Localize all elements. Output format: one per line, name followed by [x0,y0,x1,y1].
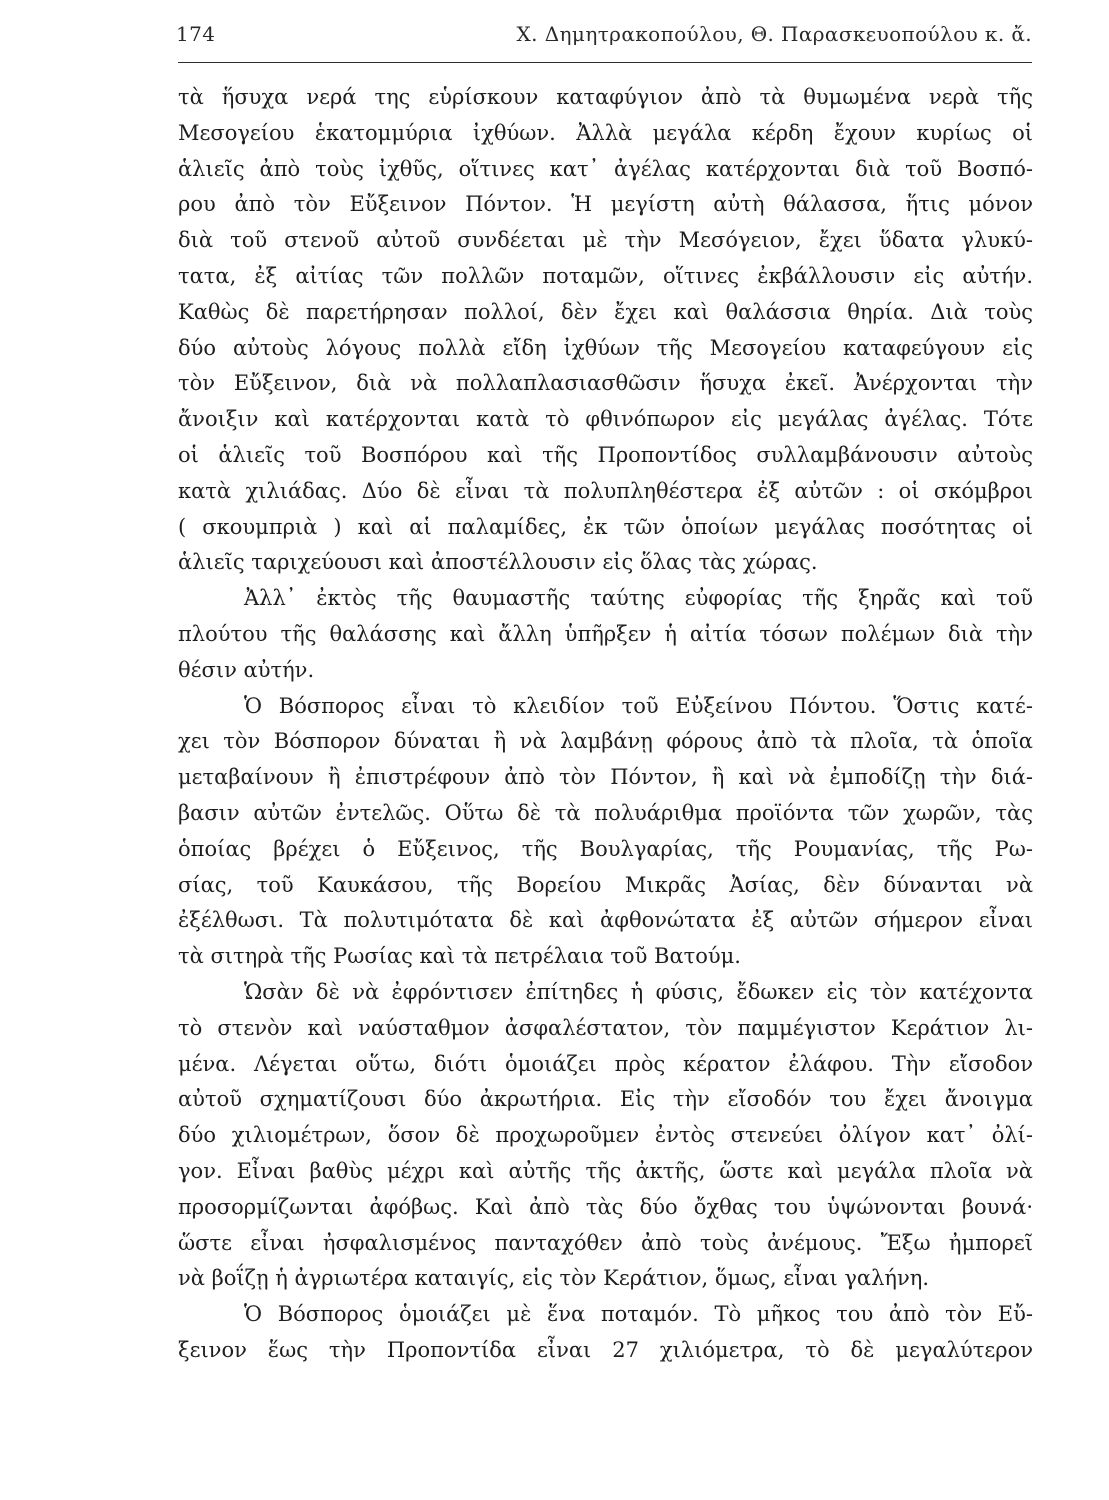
text-line: ὁποίας βρέχει ὁ Εὔξεινος, τῆς Βουλγαρίας, τῆς Ρουμανίας, τῆς Ρω- [178,836,1033,861]
text-line: ( σκουμπριὰ ) καὶ αἱ παλαμίδες, ἐκ τῶν ὁποίων μεγάλας ποσότητας οἱ [178,514,1033,539]
header-rule [178,62,1032,63]
text-line: Καθὼς δὲ παρετήρησαν πολλοί, δὲν ἔχει καὶ θαλάσσια θηρία. Διὰ τοὺς [178,299,1033,324]
text-line: προσορμίζωνται ἀφόβως. Καὶ ἀπὸ τὰς δύο ὄχθας του ὑψώνονται βουνά· [178,1194,1033,1219]
page-number: 174 [176,22,216,46]
text-line: μεταβαίνουν ἢ ἐπιστρέφουν ἀπὸ τὸν Πόντον, ἢ καὶ νὰ ἐμποδίζῃ τὴν διά- [178,765,1033,790]
text-line: δύο αὐτοὺς λόγους πολλὰ εἴδη ἰχθύων τῆς Μεσογείου καταφεύγουν εἰς [178,335,1033,360]
text-line: τὰ ἥσυχα νερά της εὑρίσκουν καταφύγιον ἀπὸ τὰ θυμωμένα νερὰ τῆς [178,85,1033,109]
text-line: τατα, ἐξ αἰτίας τῶν πολλῶν ποταμῶν, οἵτινες ἐκβάλλουσιν εἰς αὐτήν. [178,263,1033,288]
text-line: οἱ ἁλιεῖς τοῦ Βοσπόρου καὶ τῆς Προποντίδος συλλαμβάνουσιν αὐτοὺς [178,442,1033,467]
text-line: γον. Εἶναι βαθὺς μέχρι καὶ αὐτῆς τῆς ἀκτῆς, ὥστε καὶ μεγάλα πλοῖα νὰ [178,1158,1033,1183]
text-line: νὰ βοΐζῃ ἡ ἀγριωτέρα καταιγίς, εἰς τὸν Κεράτιον, ὅμως, εἶναι γαλήνη. [178,1266,930,1291]
text-line: διὰ τοῦ στενοῦ αὐτοῦ συνδέεται μὲ τὴν Μεσόγειον, ἔχει ὕδατα γλυκύ- [178,228,1033,253]
running-head-title: Χ. Δημητρακοπούλου, Θ. Παρασκευοπούλου κ. ἄ. [516,22,1032,46]
text-line: θέσιν αὐτήν. [178,657,315,682]
text-line: ἐξέλθωσι. Τὰ πολυτιμότατα δὲ καὶ ἀφθονώτατα ἐξ αὐτῶν σήμερον εἶναι [178,908,1033,933]
text-line: χει τὸν Βόσπορον δύναται ἢ νὰ λαμβάνῃ φόρους ἀπὸ τὰ πλοῖα, τὰ ὁποῖα [178,729,1033,754]
text-line: ἁλιεῖς ταριχεύουσι καὶ ἀποστέλλουσιν εἰς ὅλας τὰς χώρας. [178,550,818,575]
text-line: ἁλιεῖς ἀπὸ τοὺς ἰχθῦς, οἵτινες κατ᾽ ἀγέλας κατέρχονται διὰ τοῦ Βοσπό- [178,156,1033,181]
text-line: Ὡσὰν δὲ νὰ ἐφρόντισεν ἐπίτηδες ἡ φύσις, ἔδωκεν εἰς τὸν κατέχοντα [244,979,1033,1004]
text-line: Ὁ Βόσπορος εἶναι τὸ κλειδίον τοῦ Εὐξείνου Πόντου. Ὅστις κατέ- [244,693,1033,718]
text-line: ρου ἀπὸ τὸν Εὔξεινον Πόντον. Ἡ μεγίστη αὐτὴ θάλασσα, ἥτις μόνον [178,192,1033,217]
text-line: ὥστε εἶναι ἠσφαλισμένος πανταχόθεν ἀπὸ τοὺς ἀνέμους. Ἔξω ἠμπορεῖ [178,1230,1033,1255]
text-line: ἄνοιξιν καὶ κατέρχονται κατὰ τὸ φθινόπωρον εἰς μεγάλας ἀγέλας. Τότε [178,407,1033,432]
text-line: τὰ σιτηρὰ τῆς Ρωσίας καὶ τὰ πετρέλαια τοῦ Βατούμ. [178,944,741,969]
running-head [176,14,1032,54]
text-line: βασιν αὐτῶν ἐντελῶς. Οὕτω δὲ τὰ πολυάριθμα προϊόντα τῶν χωρῶν, τὰς [178,800,1033,825]
text-line: Ὁ Βόσπορος ὁμοιάζει μὲ ἕνα ποταμόν. Τὸ μῆκος του ἀπὸ τὸν Εὔ- [244,1302,1033,1327]
text-line: μένα. Λέγεται οὕτω, διότι ὁμοιάζει πρὸς κέρατον ἐλάφου. Τὴν εἴσοδον [178,1051,1033,1076]
text-line: σίας, τοῦ Καυκάσου, τῆς Βορείου Μικρᾶς Ἀσίας, δὲν δύνανται νὰ [178,872,1033,897]
text-line: τὸν Εὔξεινον, διὰ νὰ πολλαπλασιασθῶσιν ἥσυχα ἐκεῖ. Ἀνέρχονται τὴν [178,371,1033,396]
text-line: ξεινον ἕως τὴν Προποντίδα εἶναι 27 χιλιόμετρα, τὸ δὲ μεγαλύτερον [178,1337,1033,1362]
text-line: πλούτου τῆς θαλάσσης καὶ ἄλλη ὑπῆρξεν ἡ αἰτία τόσων πολέμων διὰ τὴν [178,621,1033,646]
text-line: δύο χιλιομέτρων, ὅσον δὲ προχωροῦμεν ἐντὸς στενεύει ὀλίγον κατ᾽ ὀλί- [178,1123,1033,1148]
text-line: Ἀλλ᾽ ἐκτὸς τῆς θαυμαστῆς ταύτης εὐφορίας τῆς ξηρᾶς καὶ τοῦ [244,586,1033,611]
text-line: τὸ στενὸν καὶ ναύσταθμον ἀσφαλέστατον, τὸν παμμέγιστον Κεράτιον λι- [178,1015,1033,1040]
text-line: κατὰ χιλιάδας. Δύο δὲ εἶναι τὰ πολυπληθέστερα ἐξ αὐτῶν : οἱ σκόμβροι [178,478,1033,503]
body-text [178,80,1033,1369]
text-line: Μεσογείου ἑκατομμύρια ἰχθύων. Ἀλλὰ μεγάλα κέρδη ἔχουν κυρίως οἱ [178,120,1033,145]
text-line: αὐτοῦ σχηματίζουσι δύο ἀκρωτήρια. Εἰς τὴν εἴσοδόν του ἔχει ἄνοιγμα [178,1087,1033,1112]
